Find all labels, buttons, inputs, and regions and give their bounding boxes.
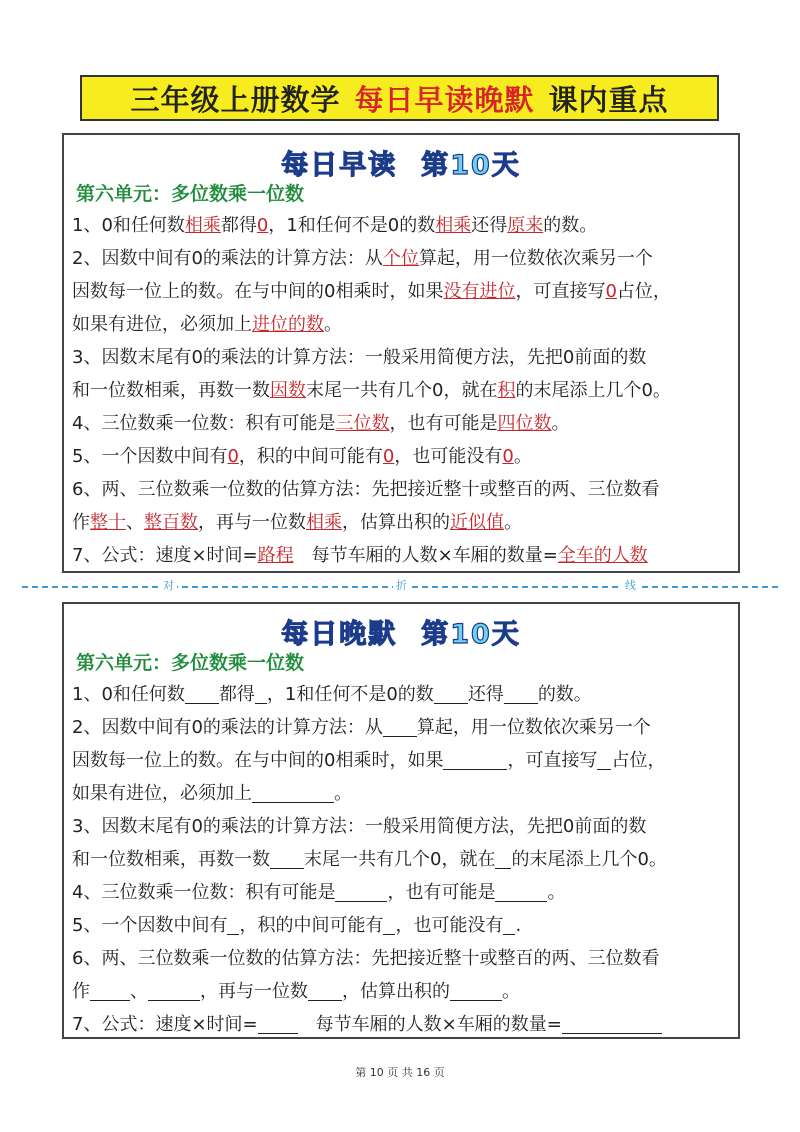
morning-line-3: 因数每一位上的数。在与中间的0相乘时，如果没有进位，可直接写0占位，: [72, 281, 671, 302]
evening-line-2: 2、因数中间有0的乘法的计算方法：从 算起，用一位数依次乘另一个: [72, 717, 651, 738]
blank[interactable]: [270, 848, 304, 869]
fold-label-3: 线: [622, 577, 639, 593]
morning-line-2: 2、因数中间有0的乘法的计算方法：从个位算起，用一位数依次乘另一个: [72, 248, 653, 269]
blank[interactable]: [495, 881, 547, 902]
morning-line-4: 如果有进位，必须加上进位的数。: [72, 314, 342, 335]
evening-line-1: 1、0和任何数 都得 ，1和任何不是0的数 还得 的数。: [72, 684, 592, 705]
blank[interactable]: [503, 914, 515, 935]
blank[interactable]: [308, 980, 342, 1001]
blank[interactable]: [148, 980, 200, 1001]
evening-line-5: 3、因数末尾有0的乘法的计算方法：一般采用简便方法，先把0前面的数: [72, 816, 647, 837]
morning-card-title: 每日早读 第10天: [281, 150, 521, 181]
morning-line-8: 5、一个因数中间有0，积的中间可能有0，也可能没有0。: [72, 446, 532, 467]
evening-line-3: 因数每一位上的数。在与中间的0相乘时，如果 ，可直接写 占位，: [72, 750, 666, 771]
blank[interactable]: [252, 782, 334, 803]
morning-line-5: 3、因数末尾有0的乘法的计算方法：一般采用简便方法，先把0前面的数: [72, 347, 647, 368]
evening-card-title: 每日晚默 第10天: [281, 619, 521, 650]
evening-line-6: 和一位数相乘，再数一数 末尾一共有几个0，就在 的末尾添上几个0。: [72, 849, 667, 870]
blank[interactable]: [597, 749, 611, 770]
banner-middle: 每日早读晚默: [354, 82, 535, 117]
morning-line-7: 4、三位数乘一位数：积有可能是三位数，也有可能是四位数。: [72, 413, 570, 434]
morning-line-11: 7、公式：速度×时间=路程 每节车厢的人数×车厢的数量=全车的人数: [72, 545, 648, 566]
page-banner: [80, 75, 719, 121]
morning-line-9: 6、两、三位数乘一位数的估算方法：先把接近整十或整百的两、三位数看: [72, 479, 660, 500]
blank[interactable]: [227, 914, 239, 935]
evening-dictation-card: [62, 602, 740, 1039]
blank[interactable]: [504, 683, 538, 704]
fold-label-2: 折: [393, 577, 410, 593]
morning-unit-heading: 第六单元：多位数乘一位数: [76, 183, 305, 205]
banner-right: 课内重点: [548, 82, 669, 117]
blank[interactable]: [335, 881, 387, 902]
blank[interactable]: [443, 749, 507, 770]
blank[interactable]: [495, 848, 511, 869]
morning-reading-card: [62, 133, 740, 573]
evening-line-10: 作 、 ，再与一位数 ，估算出积的 。: [72, 981, 520, 1002]
morning-line-6: 和一位数相乘，再数一数因数末尾一共有几个0，就在积的末尾添上几个0。: [72, 380, 671, 401]
morning-line-1: 1、0和任何数相乘都得0，1和任何不是0的数相乘还得原来的数。: [72, 215, 598, 236]
blank[interactable]: [185, 683, 219, 704]
evening-line-7: 4、三位数乘一位数：积有可能是 ，也有可能是 。: [72, 882, 566, 903]
evening-line-9: 6、两、三位数乘一位数的估算方法：先把接近整十或整百的两、三位数看: [72, 948, 660, 969]
evening-line-8: 5、一个因数中间有 ，积的中间可能有 ，也可能没有 .: [72, 915, 522, 936]
evening-unit-heading: 第六单元：多位数乘一位数: [76, 652, 305, 674]
morning-line-10: 作整十、整百数，再与一位数相乘，估算出积的近似值。: [72, 512, 522, 533]
evening-line-11: 7、公式：速度×时间= 每节车厢的人数×车厢的数量=: [72, 1008, 732, 1041]
evening-line-4: 如果有进位，必须加上 。: [72, 783, 352, 804]
blank[interactable]: [383, 716, 417, 737]
blank[interactable]: [258, 1013, 298, 1034]
banner-left: 三年级上册数学: [130, 82, 341, 117]
blank[interactable]: [562, 1013, 662, 1034]
morning-content: [72, 209, 732, 572]
blank[interactable]: [90, 980, 130, 1001]
fold-label-1: 对: [160, 577, 177, 593]
blank[interactable]: [434, 683, 468, 704]
blank[interactable]: [383, 914, 395, 935]
page-footer: 第 10 页 共 16 页: [355, 1066, 445, 1079]
blank[interactable]: [450, 980, 502, 1001]
blank[interactable]: [255, 683, 267, 704]
evening-content: [72, 678, 732, 1041]
